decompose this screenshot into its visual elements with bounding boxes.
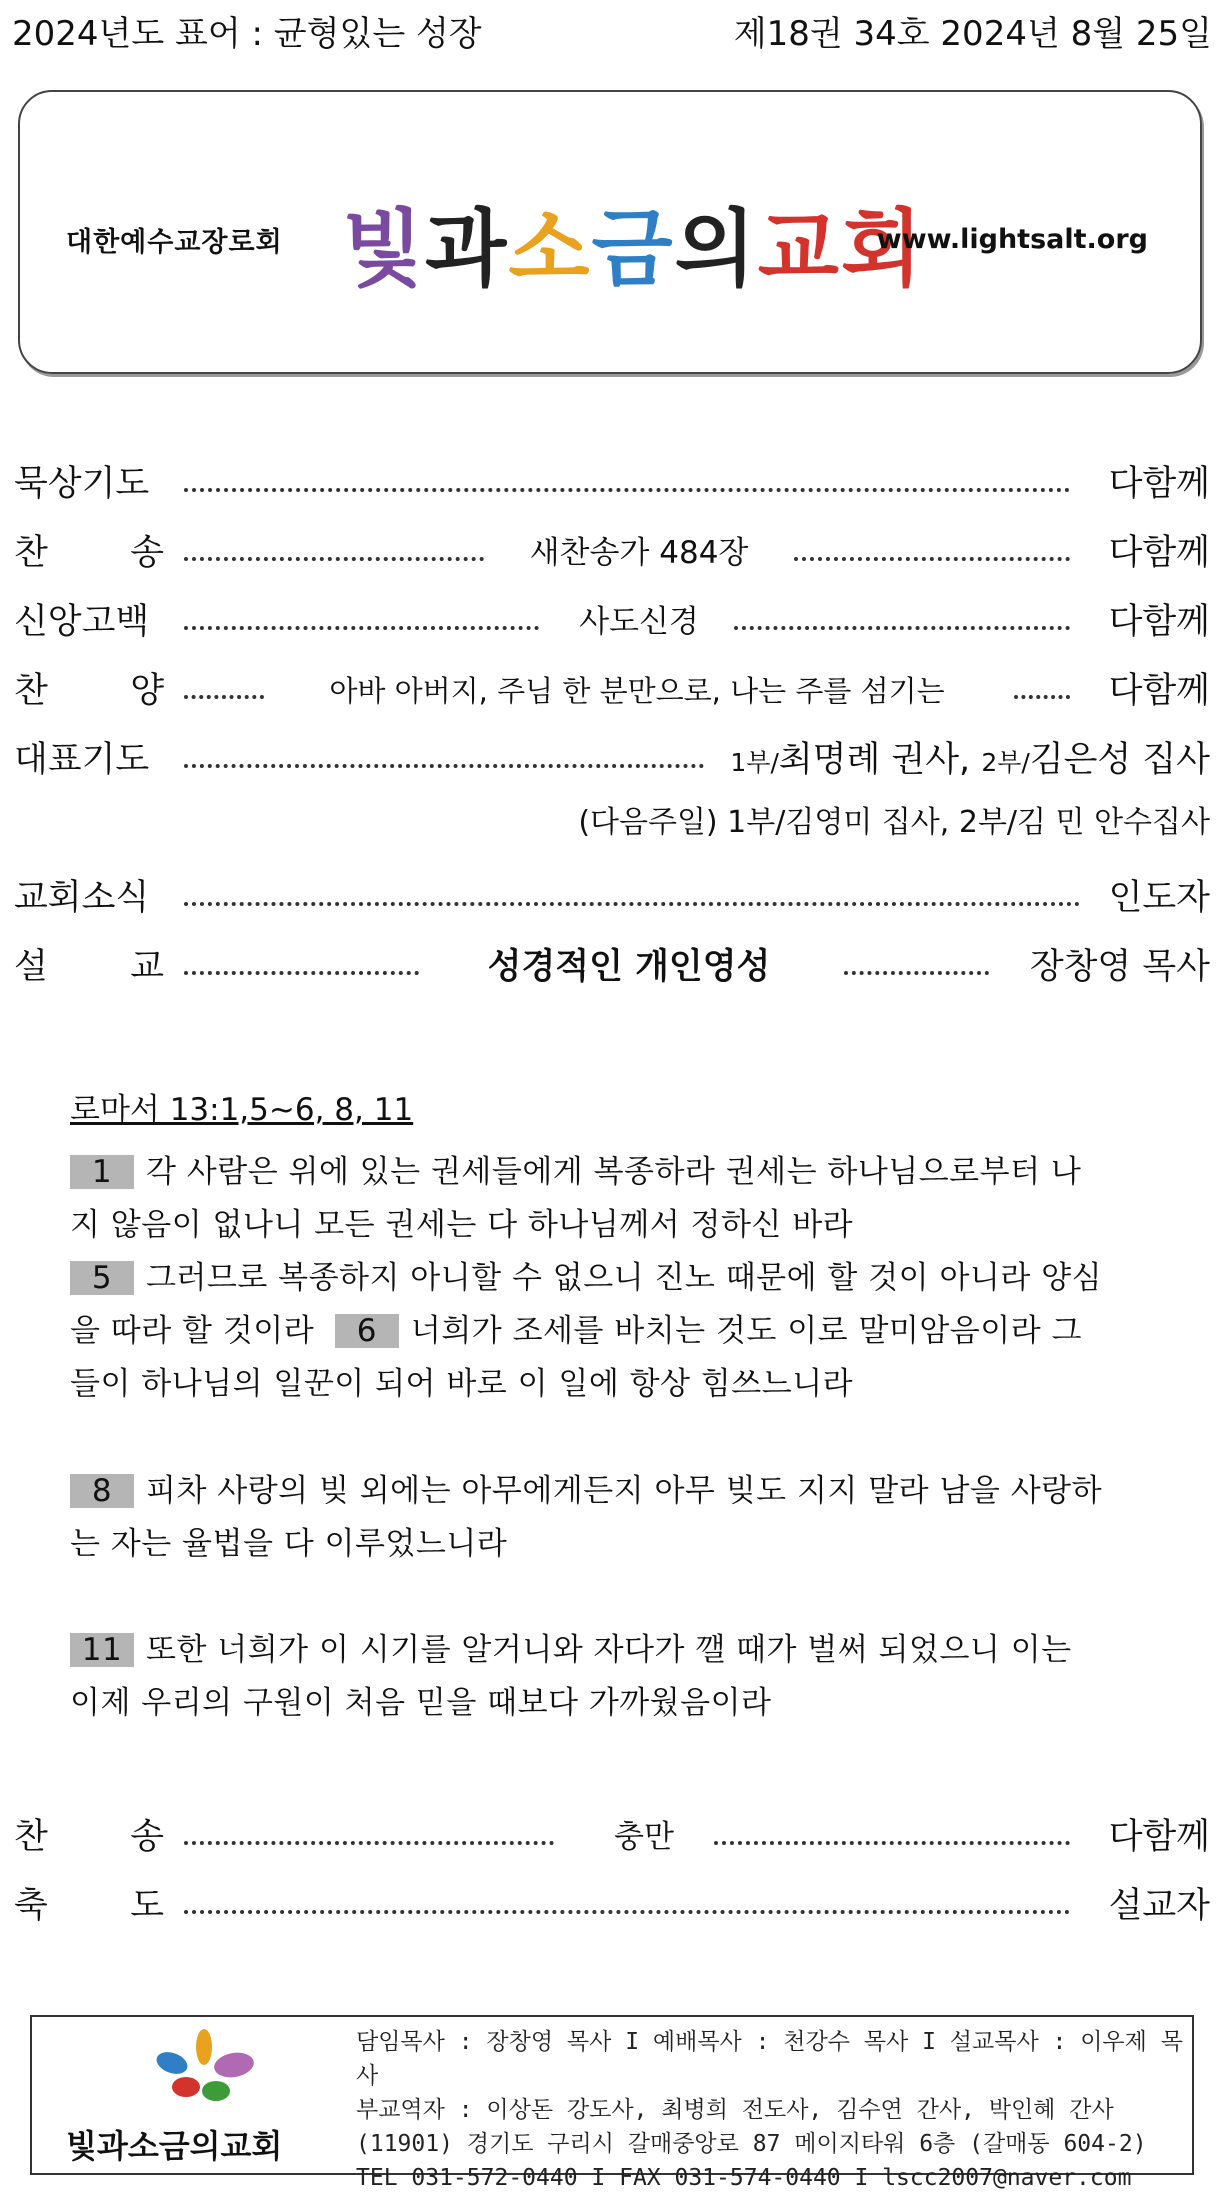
dot-leader [184, 902, 1080, 906]
part-prefix: 1부/ [730, 748, 779, 777]
logo-char: 과 [425, 199, 509, 298]
dot-leader [844, 971, 989, 975]
verse-block [70, 1624, 1180, 1730]
verse-text: 지 않음이 없나니 모든 권세는 다 하나님께서 정하신 바라 [70, 1207, 854, 1243]
verse-text: 그러므로 복종하지 아니할 수 없으니 진노 때문에 할 것이 아니라 양심 [146, 1260, 1103, 1296]
verse-text: 이제 우리의 구원이 처음 믿을 때보다 가까웠음이라 [70, 1685, 772, 1721]
dot-leader [184, 626, 539, 630]
verse-text: 을 따라 할 것이라 [70, 1313, 315, 1349]
order-label: 교회소식 [14, 878, 150, 918]
order-leader: 다함께 [1108, 1817, 1210, 1857]
verse-text: 는 자는 율법을 다 이루었느니라 [70, 1526, 508, 1562]
dot-leader [734, 626, 1070, 630]
logo-char: 의 [674, 199, 758, 298]
label-char: 송 [130, 1817, 164, 1857]
verse-line [70, 1465, 1180, 1518]
verse-number: 5 [70, 1261, 134, 1295]
next-week-prayer: (다음주일) 1부/김영미 집사, 2부/김 민 안수집사 [578, 805, 1210, 840]
prayer-leader-2: 김은성 집사 [1029, 740, 1210, 780]
order-row [14, 941, 1210, 993]
footer-church-name: 빛과소금의교회 [66, 2127, 283, 2165]
part-prefix: 2부/ [981, 748, 1030, 777]
order-row [14, 1880, 1210, 1932]
logo-char: 회 [840, 199, 925, 298]
verse-number: 1 [70, 1155, 134, 1189]
scripture-reference: 로마서 13:1,5~6, 8, 11 [70, 1092, 414, 1128]
verse-text: 너희가 조세를 바치는 것도 이로 말미암음이라 그 [410, 1313, 1082, 1349]
church-flower-logo-icon [142, 2025, 262, 2117]
order-label [14, 527, 164, 579]
order-leader [730, 734, 1210, 789]
order-row [14, 872, 1210, 924]
order-content: 아바 아버지, 주님 한 분만으로, 나는 주를 섬기는 [329, 674, 945, 708]
logo-char: 교 [757, 199, 841, 298]
dot-leader [184, 764, 704, 768]
verse-number: 6 [335, 1314, 399, 1348]
yearly-theme: 2024년도 표어 : 균형있는 성장 [12, 14, 482, 54]
order-label: 신앙고백 [14, 602, 150, 642]
order-row [14, 458, 1210, 510]
verse-text: 들이 하나님의 일꾼이 되어 바로 이 일에 항상 힘쓰느니라 [70, 1366, 854, 1402]
dot-leader [794, 557, 1070, 561]
prayer-leader-1: 최명례 권사, [778, 740, 971, 780]
dot-leader [184, 1841, 554, 1845]
order-leader: 다함께 [1108, 671, 1210, 711]
footer-pastors: 담임목사 : 장창영 목사 I 예배목사 : 천강수 목사 I 설교목사 : 이우제 목사 [356, 2029, 1183, 2089]
church-logo-text [342, 182, 924, 303]
order-content: 사도신경 [579, 604, 699, 640]
label-char: 송 [130, 533, 164, 573]
dot-leader [184, 695, 264, 699]
footer-address: (11901) 경기도 구리시 갈매중앙로 87 메이지타워 6층 (갈매동 604-2) [356, 2131, 1147, 2157]
footer-info [356, 2025, 1192, 2195]
order-row [14, 734, 1210, 786]
verse-number: 11 [70, 1633, 134, 1667]
logo-char: 금 [591, 199, 675, 298]
church-footer [30, 2015, 1194, 2191]
preacher: 장창영 목사 [1029, 947, 1210, 987]
verse-block [70, 1465, 1180, 1571]
denomination: 대한예수교장로회 [66, 227, 283, 258]
verse-text: 피차 사랑의 빚 외에는 아무에게든지 아무 빚도 지지 말라 남을 사랑하 [146, 1473, 1103, 1509]
order-leader: 다함께 [1108, 602, 1210, 642]
label-char: 도 [130, 1886, 164, 1926]
order-leader: 설교자 [1108, 1886, 1210, 1926]
order-content: 충만 [614, 1819, 674, 1855]
order-row [14, 1811, 1210, 1863]
order-leader: 다함께 [1108, 464, 1210, 504]
label-char: 양 [130, 671, 164, 711]
order-label [14, 1811, 164, 1863]
order-label: 대표기도 [14, 740, 150, 780]
order-row [14, 665, 1210, 717]
order-row [14, 596, 1210, 648]
verse-text: 또한 너희가 이 시기를 알거니와 자다가 깰 때가 벌써 되었으니 이는 [146, 1632, 1072, 1668]
top-header [12, 6, 1212, 54]
issue-date: 제18권 34호 2024년 8월 25일 [733, 14, 1212, 54]
verse-block [70, 1146, 1180, 1411]
logo-char: 소 [508, 199, 592, 298]
verse-number: 8 [70, 1474, 134, 1508]
order-content: 새찬송가 484장 [529, 535, 749, 571]
order-label: 묵상기도 [14, 464, 150, 504]
verse-line [70, 1252, 1180, 1305]
label-char: 찬 [14, 1817, 48, 1857]
footer-contact: TEL 031-572-0440 I FAX 031-574-0440 I lscc2007@naver.com [356, 2165, 1132, 2191]
verse-line [70, 1624, 1180, 1677]
label-char: 찬 [14, 533, 48, 573]
dot-leader [714, 1841, 1070, 1845]
order-label [14, 941, 164, 993]
label-char: 찬 [14, 671, 48, 711]
label-char: 설 [14, 947, 48, 987]
logo-char: 빛 [342, 199, 426, 298]
dot-leader [184, 1910, 1070, 1914]
order-label [14, 1880, 164, 1932]
dot-leader [184, 971, 419, 975]
church-url: www.lightsalt.org [876, 224, 1148, 255]
verse-line [70, 1146, 1180, 1199]
footer-staff: 부교역자 : 이상돈 강도사, 최병희 전도사, 김수연 간사, 박인혜 간사 [356, 2097, 1114, 2123]
verse-text: 각 사람은 위에 있는 권세들에게 복종하라 권세는 하나님으로부터 나 [146, 1154, 1082, 1190]
order-row [14, 527, 1210, 579]
sermon-title: 성경적인 개인영성 [487, 947, 771, 987]
order-leader: 다함께 [1108, 533, 1210, 573]
dot-leader [184, 488, 1070, 492]
order-leader: 인도자 [1108, 878, 1210, 918]
verse-line [70, 1305, 1180, 1358]
church-banner [18, 90, 1202, 374]
dot-leader [1014, 695, 1070, 699]
label-char: 축 [14, 1886, 48, 1926]
order-label [14, 665, 164, 717]
label-char: 교 [130, 947, 164, 987]
dot-leader [184, 557, 484, 561]
